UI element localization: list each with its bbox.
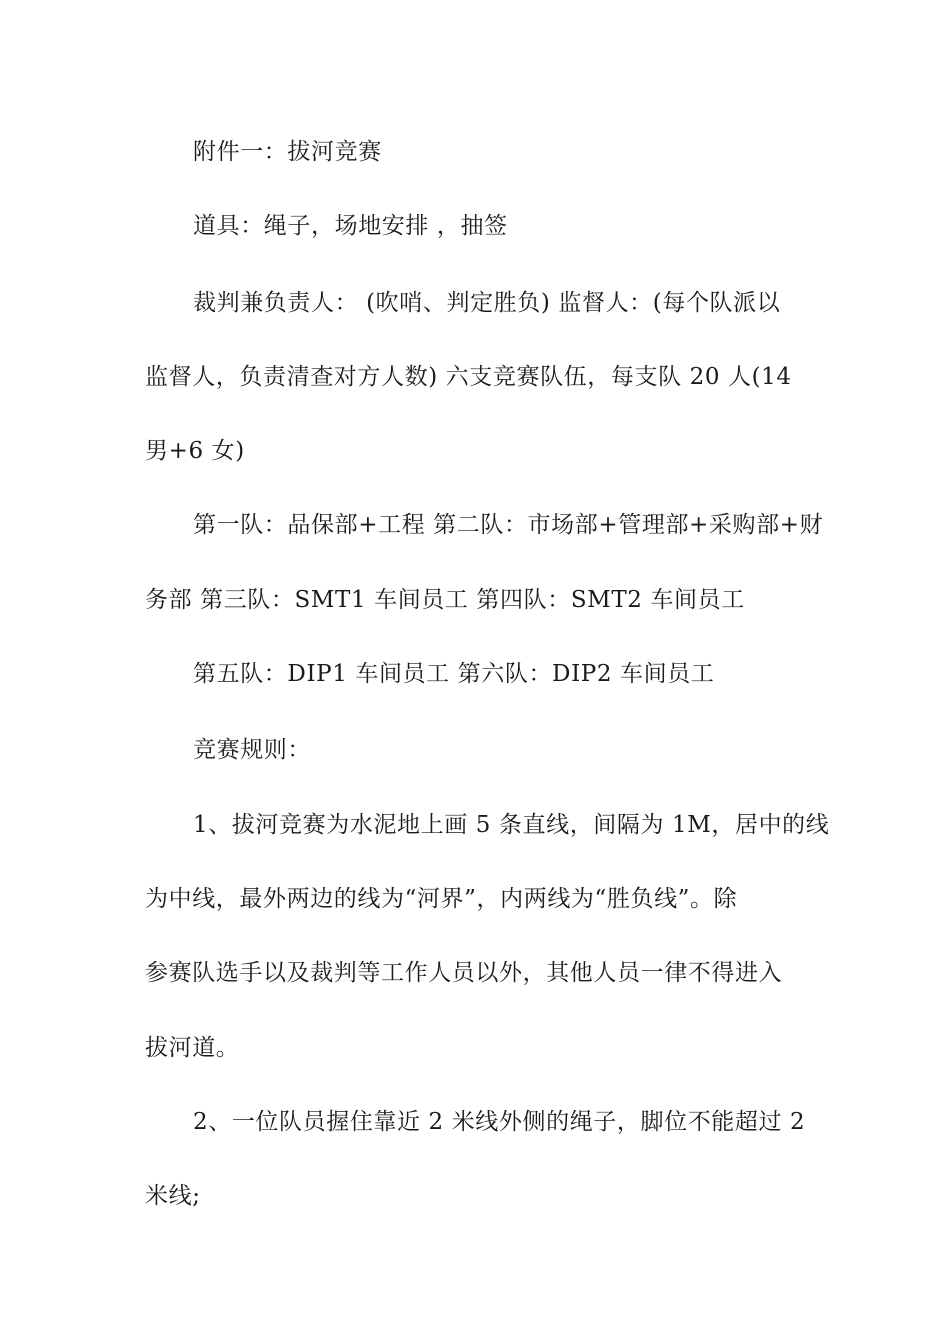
rule-1-line-3: 参赛队选手以及裁判等工作人员以外，其他人员一律不得进入: [145, 960, 783, 986]
teams-line-1: 第一队：品保部+工程 第二队：市场部+管理部+采购部+财: [193, 512, 824, 538]
teams-line-2: 务部 第三队：SMT1 车间员工 第四队：SMT2 车间员工: [145, 587, 745, 613]
rule-1-line-2: 为中线，最外两边的线为“河界”，内两线为“胜负线”。除: [145, 886, 738, 912]
props-line: 道具：绳子，场地安排 ，抽签: [193, 213, 508, 239]
rule-1-line-1: 1、拔河竞赛为水泥地上画 5 条直线，间隔为 1M，居中的线: [193, 812, 830, 838]
teams-line-3: 第五队：DIP1 车间员工 第六队：DIP2 车间员工: [193, 661, 715, 687]
supervisor-line: 监督人，负责清查对方人数) 六支竞赛队伍，每支队 20 人(14: [145, 364, 792, 390]
rule-2-line-1: 2、一位队员握住靠近 2 米线外侧的绳子，脚位不能超过 2: [193, 1109, 806, 1135]
rules-heading: 竞赛规则：: [193, 737, 311, 763]
rule-2-line-2: 米线;: [145, 1183, 201, 1209]
attachment-heading: 附件一：拔河竞赛: [193, 139, 382, 165]
referee-line: 裁判兼负责人： (吹哨、判定胜负) 监督人：(每个队派以: [193, 290, 781, 316]
team-size-line: 男+6 女): [145, 438, 245, 464]
rule-1-line-4: 拔河道。: [145, 1035, 240, 1061]
